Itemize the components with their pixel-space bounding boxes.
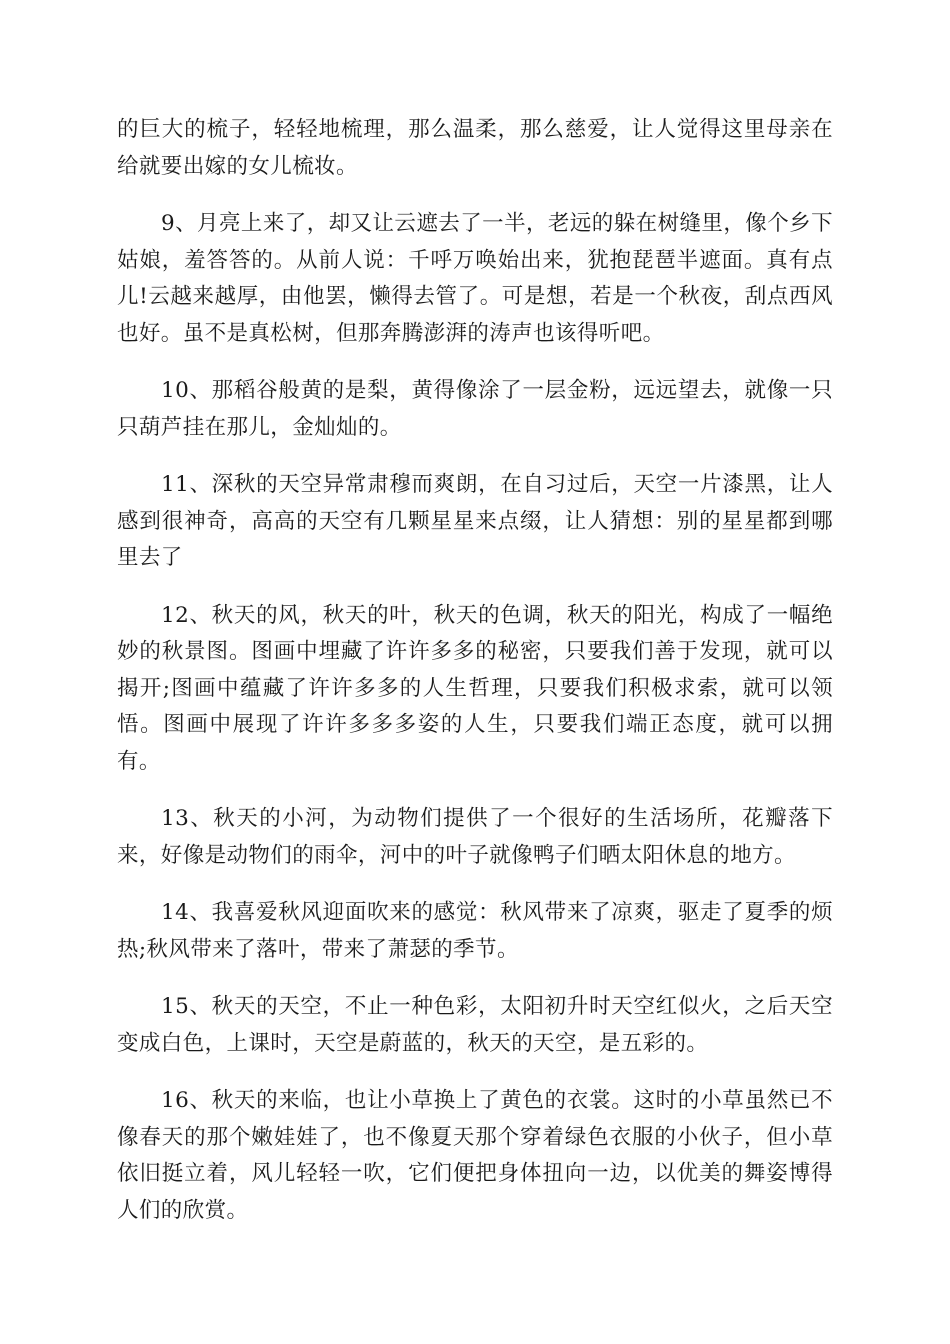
document-body [117,112,833,1250]
paragraph-14: 14、我喜爱秋风迎面吹来的感觉：秋风带来了凉爽，驱走了夏季的烦热;秋风带来了落叶，带来了萧瑟的季节。 [117,900,833,962]
paragraph-12: 12、秋天的风，秋天的叶，秋天的色调，秋天的阳光，构成了一幅绝妙的秋景图。图画中埋藏了许许多多的秘密，只要我们善于发现，就可以揭开;图画中蕴藏了许许多多的人生哲理，只要我们积极求索，就可以领悟。图画中展现了许许多多多姿的人生，只要我们端正态度，就可以拥有。 [117,602,833,774]
paragraph-10: 10、那稻谷般黄的是梨，黄得像涂了一层金粉，远远望去，就像一只只葫芦挂在那儿，金灿灿的。 [117,378,833,440]
paragraph-continuation: 的巨大的梳子，轻轻地梳理，那么温柔，那么慈爱，让人觉得这里母亲在给就要出嫁的女儿梳妆。 [117,117,833,179]
paragraph-16: 16、秋天的来临，也让小草换上了黄色的衣裳。这时的小草虽然已不像春天的那个嫩娃娃了，也不像夏天那个穿着绿色衣服的小伙子，但小草依旧挺立着，风儿轻轻一吹，它们便把身体扭向一边，以优美的舞姿博得人们的欣赏。 [117,1088,833,1223]
paragraph-9: 9、月亮上来了，却又让云遮去了一半，老远的躲在树缝里，像个乡下姑娘，羞答答的。从前人说：千呼万唤始出来，犹抱琵琶半遮面。真有点儿!云越来越厚，由他罢，懒得去管了。可是想，若是一个秋夜，刮点西风也好。虽不是真松树，但那奔腾澎湃的涛声也该得听吧。 [117,211,833,346]
paragraph-15: 15、秋天的天空，不止一种色彩，太阳初升时天空红似火，之后天空变成白色，上课时，天空是蔚蓝的，秋天的天空，是五彩的。 [117,994,833,1056]
paragraph-11: 11、深秋的天空异常肃穆而爽朗，在自习过后，天空一片漆黑，让人感到很神奇，高高的天空有几颗星星来点缀，让人猜想：别的星星都到哪里去了 [117,472,833,570]
paragraph-13: 13、秋天的小河，为动物们提供了一个很好的生活场所，花瓣落下来，好像是动物们的雨伞，河中的叶子就像鸭子们晒太阳休息的地方。 [117,806,833,868]
